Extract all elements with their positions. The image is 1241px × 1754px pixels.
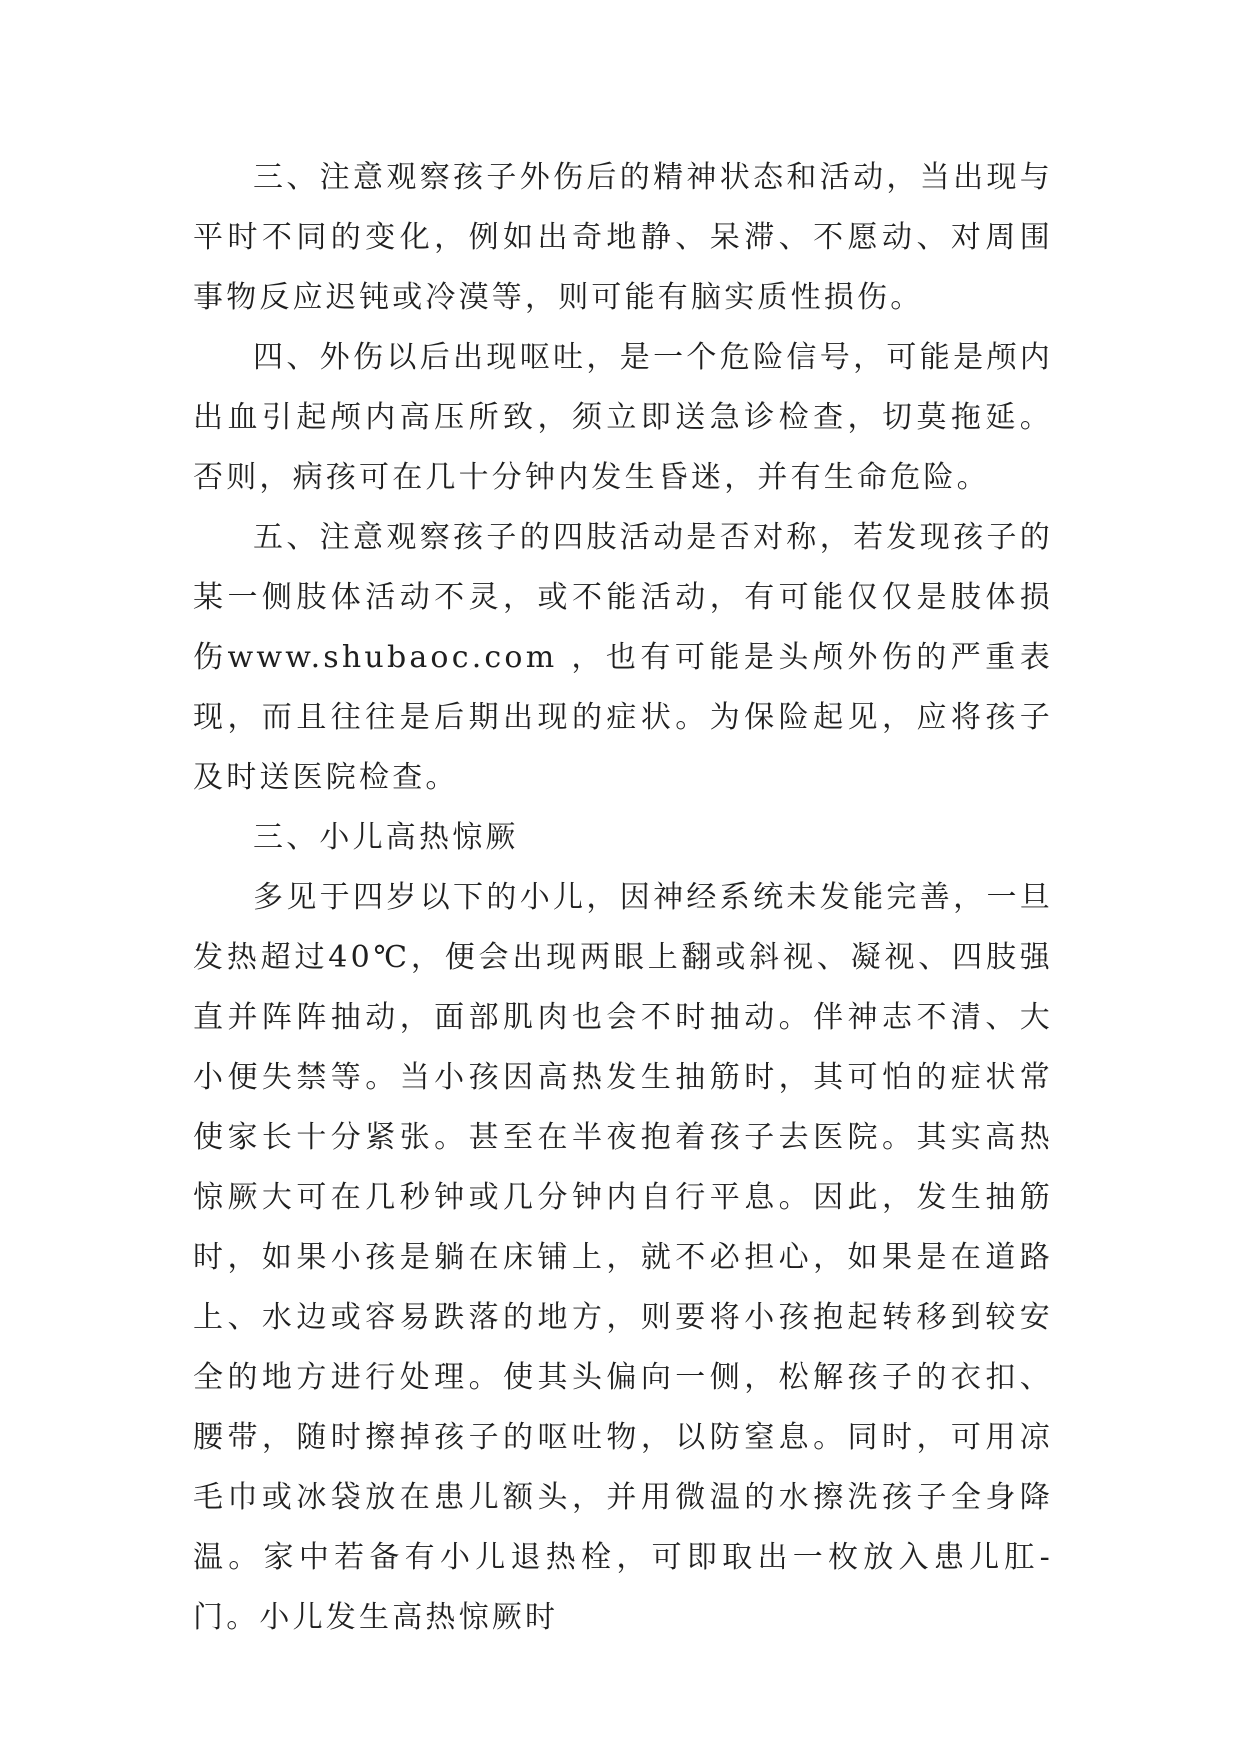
paragraph-febrile-convulsion: 多见于四岁以下的小儿，因神经系统未发能完善，一旦发热超过40℃，便会出现两眼上翻或斜视、凝视、四肢强直并阵阵抽动，面部肌肉也会不时抽动。伴神志不清、大小便失禁等。当小孩因高热发生抽筋时，其可怕的症状常使家长十分紧张。甚至在半夜抱着孩子去医院。其实高热惊厥大可在几秒钟或几分钟内自行平息。因此，发生抽筋时，如果小孩是躺在床铺上，就不必担心，如果是在道路上、水边或容易跌落的地方，则要将小孩抱起转移到较安全的地方进行处理。使其头偏向一侧，松解孩子的衣扣、腰带，随时擦掉孩子的呕吐物，以防窒息。同时，可用凉毛巾或冰袋放在患儿额头，并用微温的水擦洗孩子全身降温。家中若备有小儿退热栓，可即取出一枚放入患儿肛-门。小儿发生高热惊厥时 bbox=[193, 880, 1053, 1635]
paragraph-vomiting: 四、外伤以后出现呕吐，是一个危险信号，可能是颅内出血引起颅内高压所致，须立即送急诊检查，切莫拖延。否则，病孩可在几十分钟内发生昏迷，并有生命危险。 bbox=[193, 340, 1053, 495]
paragraph-mental-state: 三、注意观察孩子外伤后的精神状态和活动，当出现与平时不同的变化，例如出奇地静、呆滞、不愿动、对周围事物反应迟钝或冷漠等，则可能有脑实质性损伤。 bbox=[193, 160, 1053, 315]
section-heading: 三、小儿高热惊厥 bbox=[253, 820, 519, 855]
paragraph-limb-activity: 五、注意观察孩子的四肢活动是否对称，若发现孩子的某一侧肢体活动不灵，或不能活动，有可能仅仅是肢体损伤www.shubaoc.com ，也有可能是头颅外伤的严重表现，而且往往是后期出现的症状。为保险起见，应将孩子及时送医院检查。 bbox=[193, 520, 1053, 795]
document-body bbox=[193, 148, 1053, 1648]
